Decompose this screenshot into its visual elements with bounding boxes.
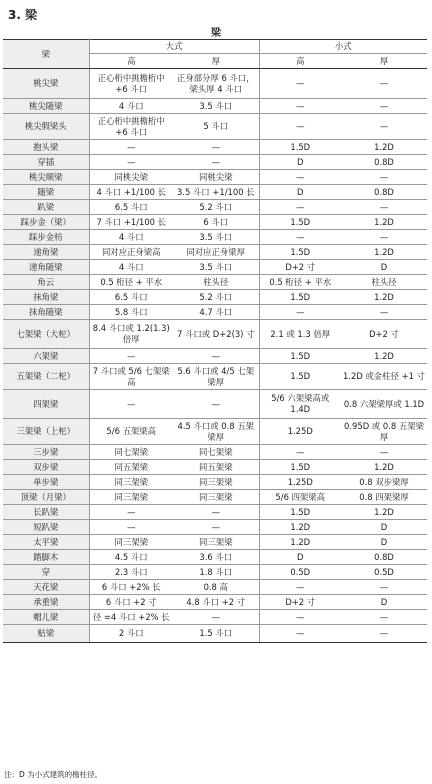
- large-height-cell: —: [89, 349, 173, 364]
- small-height-cell: 0.5 桁径 + 平水: [259, 275, 341, 290]
- table-row: [3, 245, 427, 260]
- large-thickness-cell: 4.8 斗口 +2 寸: [173, 595, 259, 610]
- small-height-cell: —: [259, 305, 341, 320]
- small-thickness-cell: 1.2D: [341, 505, 427, 520]
- group-header-large-style: 大式: [89, 40, 259, 54]
- table-row: [3, 185, 427, 200]
- row-name-cell: 递角随梁: [3, 260, 89, 275]
- small-thickness-cell: 0.8D: [341, 185, 427, 200]
- row-name-cell: 踏脚木: [3, 550, 89, 565]
- row-name-cell: 七架梁（大柁）: [3, 320, 89, 349]
- small-thickness-cell: D: [341, 535, 427, 550]
- table-body: [3, 69, 427, 643]
- large-thickness-cell: 4.7 斗口: [173, 305, 259, 320]
- small-thickness-cell: —: [341, 625, 427, 643]
- small-thickness-cell: —: [341, 610, 427, 625]
- small-height-cell: —: [259, 580, 341, 595]
- row-name-cell: 桃尖假梁头: [3, 114, 89, 140]
- row-name-cell: 抹角梁: [3, 290, 89, 305]
- name-column-header: 梁: [3, 40, 89, 69]
- table-row: [3, 305, 427, 320]
- large-height-cell: 同三架梁: [89, 535, 173, 550]
- table-row: [3, 490, 427, 505]
- large-height-cell: 正心桁中挑檐桁中 +6 斗口: [89, 69, 173, 99]
- large-height-cell: 径 =4 斗口 +2% 长: [89, 610, 173, 625]
- row-name-cell: 趴梁: [3, 200, 89, 215]
- large-height-cell: 2 斗口: [89, 625, 173, 643]
- small-thickness-cell: D: [341, 260, 427, 275]
- row-name-cell: 抱头梁: [3, 140, 89, 155]
- row-name-cell: 承重梁: [3, 595, 89, 610]
- small-thickness-cell: 1.2D: [341, 349, 427, 364]
- footnote: 注：D 为小式建筑的檐柱径。: [4, 770, 103, 779]
- large-height-cell: 同七架梁: [89, 445, 173, 460]
- large-height-cell: 同桃尖梁: [89, 170, 173, 185]
- small-height-cell: —: [259, 230, 341, 245]
- large-thickness-cell: 0.8 高: [173, 580, 259, 595]
- large-height-cell: 7 斗口 +1/100 长: [89, 215, 173, 230]
- row-name-cell: 单步梁: [3, 475, 89, 490]
- table-row: [3, 595, 427, 610]
- small-height-cell: 1.5D: [259, 349, 341, 364]
- large-height-cell: 同三架梁: [89, 475, 173, 490]
- row-name-cell: 三步梁: [3, 445, 89, 460]
- small-height-cell: D: [259, 550, 341, 565]
- small-height-cell: 5/6 六架梁高或 1.4D: [259, 390, 341, 419]
- row-name-cell: 穿: [3, 565, 89, 580]
- large-thickness-cell: —: [173, 155, 259, 170]
- small-height-cell: 1.25D: [259, 419, 341, 445]
- small-height-cell: 1.5D: [259, 290, 341, 305]
- large-thickness-cell: 同桃尖梁: [173, 170, 259, 185]
- large-thickness-cell: 柱头径: [173, 275, 259, 290]
- small-thickness-cell: 0.8 四架梁厚: [341, 490, 427, 505]
- group-header-small-style: 小式: [259, 40, 427, 54]
- small-height-cell: —: [259, 99, 341, 114]
- small-height-cell: 1.5D: [259, 245, 341, 260]
- large-thickness-cell: 3.6 斗口: [173, 550, 259, 565]
- large-thickness-cell: —: [173, 505, 259, 520]
- row-name-cell: 双步梁: [3, 460, 89, 475]
- large-thickness-cell: 5 斗口: [173, 114, 259, 140]
- large-thickness-cell: 同五架梁: [173, 460, 259, 475]
- table-row: [3, 565, 427, 580]
- small-height-cell: 1.25D: [259, 475, 341, 490]
- small-thickness-cell: 0.5D: [341, 565, 427, 580]
- large-thickness-cell: 5.6 斗口或 4/5 七架梁厚: [173, 364, 259, 390]
- small-height-cell: 1.2D: [259, 520, 341, 535]
- small-height-cell: D+2 寸: [259, 595, 341, 610]
- small-thickness-cell: D: [341, 595, 427, 610]
- table-row: [3, 445, 427, 460]
- table-row: [3, 349, 427, 364]
- large-thickness-cell: 1.5 斗口: [173, 625, 259, 643]
- row-name-cell: 五架梁（二柁）: [3, 364, 89, 390]
- table-row: [3, 390, 427, 419]
- table-row: [3, 215, 427, 230]
- large-height-cell: 同五架梁: [89, 460, 173, 475]
- small-thickness-cell: 0.8 双步梁厚: [341, 475, 427, 490]
- table-row: [3, 610, 427, 625]
- small-thickness-cell: 1.2D 或金柱径 +1 寸: [341, 364, 427, 390]
- small-height-cell: 1.5D: [259, 505, 341, 520]
- small-height-cell: 1.5D: [259, 215, 341, 230]
- table-row: [3, 460, 427, 475]
- large-thickness-cell: 3.5 斗口 +1/100 长: [173, 185, 259, 200]
- large-height-cell: 同三架梁: [89, 490, 173, 505]
- small-thickness-cell: —: [341, 580, 427, 595]
- large-thickness-cell: 同三架梁: [173, 475, 259, 490]
- table-row: [3, 580, 427, 595]
- large-height-cell: —: [89, 505, 173, 520]
- large-thickness-cell: 3.5 斗口: [173, 99, 259, 114]
- small-thickness-cell: —: [341, 305, 427, 320]
- small-thickness-cell: —: [341, 200, 427, 215]
- small-height-cell: 2.1 或 1.3 倍厚: [259, 320, 341, 349]
- row-name-cell: 随梁: [3, 185, 89, 200]
- large-height-cell: 正心桁中挑檐桁中 +6 斗口: [89, 114, 173, 140]
- row-name-cell: 贴梁: [3, 625, 89, 643]
- small-thickness-cell: 1.2D: [341, 215, 427, 230]
- row-name-cell: 顶梁（月梁）: [3, 490, 89, 505]
- table-row: [3, 475, 427, 490]
- small-height-cell: D+2 寸: [259, 260, 341, 275]
- table-row: [3, 200, 427, 215]
- row-name-cell: 递角梁: [3, 245, 89, 260]
- group-header-row: [3, 40, 427, 54]
- large-height-cell: —: [89, 140, 173, 155]
- row-name-cell: 太平梁: [3, 535, 89, 550]
- small-height-cell: 1.5D: [259, 460, 341, 475]
- large-height-cell: 5/6 五架梁高: [89, 419, 173, 445]
- row-name-cell: 角云: [3, 275, 89, 290]
- large-height-cell: 2.3 斗口: [89, 565, 173, 580]
- small-height-cell: 1.2D: [259, 535, 341, 550]
- small-height-cell: —: [259, 170, 341, 185]
- table-row: [3, 625, 427, 643]
- small-thickness-cell: 1.2D: [341, 290, 427, 305]
- sub-header-small-height: 高: [259, 54, 341, 69]
- small-height-cell: —: [259, 445, 341, 460]
- row-name-cell: 桃尖梁: [3, 69, 89, 99]
- large-thickness-cell: 同三架梁: [173, 535, 259, 550]
- row-name-cell: 短趴梁: [3, 520, 89, 535]
- table-row: [3, 320, 427, 349]
- table-row: [3, 290, 427, 305]
- small-height-cell: —: [259, 610, 341, 625]
- large-height-cell: 0.5 桁径 + 平水: [89, 275, 173, 290]
- small-thickness-cell: —: [341, 69, 427, 99]
- small-thickness-cell: 1.2D: [341, 140, 427, 155]
- table-row: [3, 535, 427, 550]
- small-thickness-cell: —: [341, 445, 427, 460]
- large-height-cell: 4 斗口 +1/100 长: [89, 185, 173, 200]
- small-height-cell: —: [259, 69, 341, 99]
- large-height-cell: 6 斗口 +2% 长: [89, 580, 173, 595]
- row-name-cell: 抹角随梁: [3, 305, 89, 320]
- large-height-cell: 5.8 斗口: [89, 305, 173, 320]
- large-thickness-cell: 6 斗口: [173, 215, 259, 230]
- row-name-cell: 三架梁（上柁）: [3, 419, 89, 445]
- table-row: [3, 550, 427, 565]
- small-height-cell: —: [259, 114, 341, 140]
- row-name-cell: 桃尖随梁: [3, 99, 89, 114]
- small-thickness-cell: 1.2D: [341, 245, 427, 260]
- row-name-cell: 踩步金（梁）: [3, 215, 89, 230]
- small-thickness-cell: —: [341, 114, 427, 140]
- small-height-cell: 0.5D: [259, 565, 341, 580]
- large-thickness-cell: 4.5 斗口或 0.8 五架梁厚: [173, 419, 259, 445]
- section-heading: 3. 梁: [8, 8, 38, 22]
- row-name-cell: 长趴梁: [3, 505, 89, 520]
- row-name-cell: 桃尖顺梁: [3, 170, 89, 185]
- large-thickness-cell: —: [173, 349, 259, 364]
- large-thickness-cell: 3.5 斗口: [173, 260, 259, 275]
- row-name-cell: 踩步金枋: [3, 230, 89, 245]
- table-row: [3, 419, 427, 445]
- table-row: [3, 99, 427, 114]
- row-name-cell: 六架梁: [3, 349, 89, 364]
- large-thickness-cell: —: [173, 520, 259, 535]
- large-thickness-cell: 7 斗口或 D+2(3) 寸: [173, 320, 259, 349]
- large-height-cell: —: [89, 390, 173, 419]
- table-row: [3, 69, 427, 99]
- large-height-cell: 6.5 斗口: [89, 290, 173, 305]
- small-thickness-cell: —: [341, 230, 427, 245]
- small-thickness-cell: 0.95D 或 0.8 五架梁厚: [341, 419, 427, 445]
- large-thickness-cell: 同三架梁: [173, 490, 259, 505]
- table-row: [3, 170, 427, 185]
- row-name-cell: 帽儿梁: [3, 610, 89, 625]
- small-thickness-cell: 0.8D: [341, 550, 427, 565]
- large-thickness-cell: 5.2 斗口: [173, 290, 259, 305]
- large-thickness-cell: —: [173, 140, 259, 155]
- small-thickness-cell: 0.8D: [341, 155, 427, 170]
- sub-header-large-thickness: 厚: [173, 54, 259, 69]
- small-thickness-cell: —: [341, 99, 427, 114]
- small-thickness-cell: D+2 寸: [341, 320, 427, 349]
- small-height-cell: D: [259, 185, 341, 200]
- row-name-cell: 四架梁: [3, 390, 89, 419]
- small-thickness-cell: —: [341, 170, 427, 185]
- sub-header-small-thickness: 厚: [341, 54, 427, 69]
- large-height-cell: 同对应正身梁高: [89, 245, 173, 260]
- table-row: [3, 505, 427, 520]
- row-name-cell: 穿插: [3, 155, 89, 170]
- large-thickness-cell: 正身部分厚 6 斗口，梁头厚 4 斗口: [173, 69, 259, 99]
- small-thickness-cell: 1.2D: [341, 460, 427, 475]
- beam-dimensions-table: [3, 39, 427, 643]
- large-height-cell: 4.5 斗口: [89, 550, 173, 565]
- small-height-cell: 1.5D: [259, 364, 341, 390]
- large-height-cell: —: [89, 155, 173, 170]
- large-thickness-cell: 同七架梁: [173, 445, 259, 460]
- large-thickness-cell: 1.8 斗口: [173, 565, 259, 580]
- large-height-cell: 8.4 斗口或 1.2(1.3) 倍厚: [89, 320, 173, 349]
- small-height-cell: 5/6 四架梁高: [259, 490, 341, 505]
- large-height-cell: 4 斗口: [89, 260, 173, 275]
- table-row: [3, 364, 427, 390]
- small-thickness-cell: 柱头径: [341, 275, 427, 290]
- table-caption: 梁: [211, 28, 221, 39]
- table-row: [3, 155, 427, 170]
- table-row: [3, 140, 427, 155]
- large-height-cell: 4 斗口: [89, 230, 173, 245]
- large-height-cell: —: [89, 520, 173, 535]
- small-height-cell: 1.5D: [259, 140, 341, 155]
- large-thickness-cell: —: [173, 390, 259, 419]
- small-height-cell: —: [259, 625, 341, 643]
- small-thickness-cell: 0.8 六架梁厚或 1.1D: [341, 390, 427, 419]
- large-thickness-cell: —: [173, 610, 259, 625]
- small-height-cell: —: [259, 200, 341, 215]
- table-row: [3, 260, 427, 275]
- table-row: [3, 230, 427, 245]
- small-height-cell: D: [259, 155, 341, 170]
- table-row: [3, 520, 427, 535]
- large-thickness-cell: 3.5 斗口: [173, 230, 259, 245]
- large-height-cell: 7 斗口或 5/6 七架梁高: [89, 364, 173, 390]
- large-height-cell: 6.5 斗口: [89, 200, 173, 215]
- row-name-cell: 天花梁: [3, 580, 89, 595]
- large-height-cell: 4 斗口: [89, 99, 173, 114]
- large-thickness-cell: 同对应正身梁厚: [173, 245, 259, 260]
- small-thickness-cell: D: [341, 520, 427, 535]
- large-thickness-cell: 5.2 斗口: [173, 200, 259, 215]
- table-row: [3, 114, 427, 140]
- large-height-cell: 6 斗口 +2 寸: [89, 595, 173, 610]
- sub-header-large-height: 高: [89, 54, 173, 69]
- table-row: [3, 275, 427, 290]
